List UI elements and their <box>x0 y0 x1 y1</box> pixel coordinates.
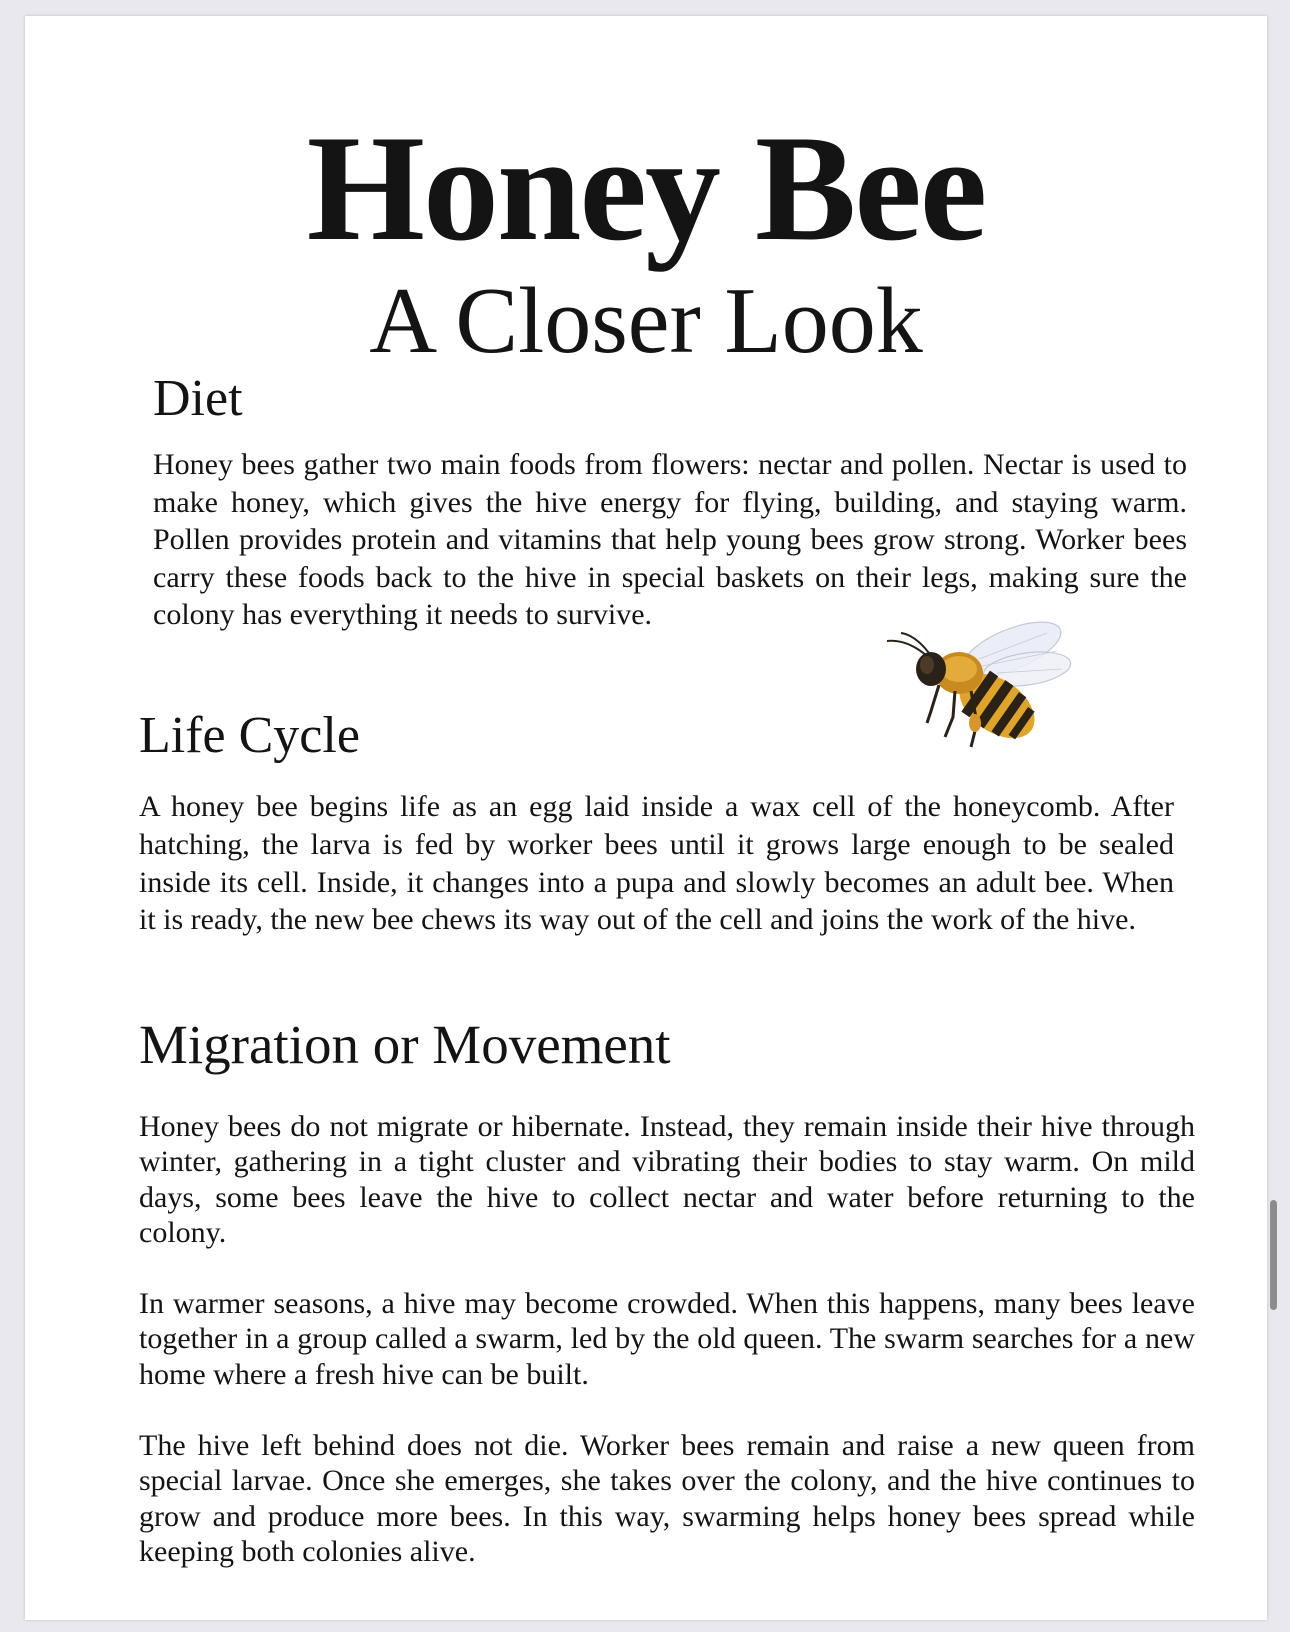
section-text-movement-3: The hive left behind does not die. Worker bees remain and raise a new queen from special larvae. Once she emerges, she takes over the colony, and the hive continues to grow and produce more bees. In this way, swarming helps honey bees spread while keeping both colonies alive. <box>139 1429 1195 1569</box>
section-text-life-cycle: A honey bee begins life as an egg laid inside a wax cell of the honeycomb. After hatching, the larva is fed by worker bees until it grows large enough to be sealed inside its cell. Inside, it changes into a pupa and slowly becomes an adult bee. When it is ready, the new bee chews its way out of the cell and joins the work of the hive. <box>139 790 1174 937</box>
page-title: Honey Bee <box>306 104 986 272</box>
section-heading-diet: Diet <box>153 370 243 427</box>
section-text-diet: Honey bees gather two main foods from flowers: nectar and pollen. Nectar is used to make honey, which gives the hive energy for flying, building, and staying warm. Pollen provides protein and vitamins that help young bees grow strong. Worker bees carry these foods back to the hive in special baskets on their legs, making sure the colony has everything it needs to survive. <box>153 448 1187 632</box>
section-heading-movement: Migration or Movement <box>139 1014 671 1075</box>
document-page <box>25 16 1267 1620</box>
section-text-movement-2: In warmer seasons, a hive may become crowded. When this happens, many bees leave together in a group called a swarm, led by the old queen. The swarm searches for a new home where a fresh hive can be built. <box>139 1287 1195 1391</box>
section-text-movement-1: Honey bees do not migrate or hibernate. Instead, they remain inside their hive through winter, gathering in a tight cluster and vibrating their bodies to stay warm. On mild days, some bees leave the hive to collect nectar and water before returning to the colony. <box>139 1110 1195 1250</box>
honey-bee-icon <box>887 611 1107 771</box>
vertical-scrollbar[interactable] <box>1270 1200 1277 1310</box>
page-subtitle: A Closer Look <box>369 269 923 373</box>
section-heading-life-cycle: Life Cycle <box>139 707 360 764</box>
